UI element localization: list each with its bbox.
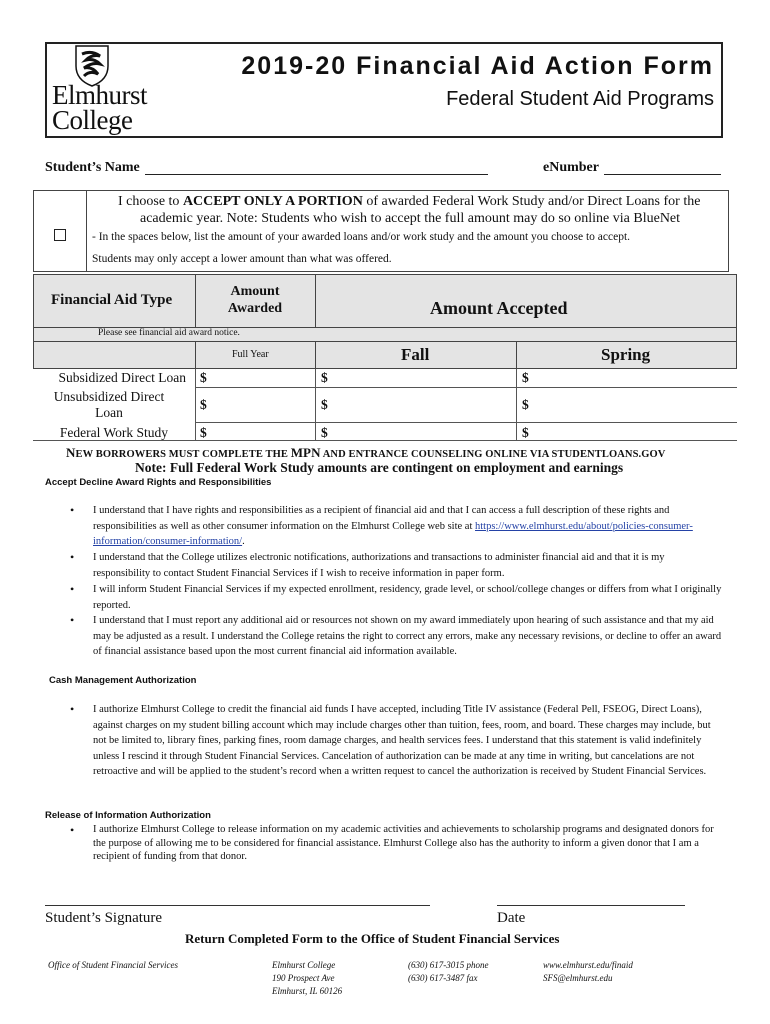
- award-notice-note: Please see financial aid award notice.: [98, 328, 240, 338]
- bullet-icon: •: [70, 613, 75, 627]
- table-divider: [315, 342, 316, 369]
- footer-fax: (630) 617-3487 fax: [408, 973, 478, 983]
- rights-heading: Accept Decline Award Rights and Responsibilities: [45, 477, 272, 488]
- col-financial-aid-type: Financial Aid Type: [51, 292, 173, 308]
- consumer-info-link[interactable]: https://www.elmhurst.edu/about/policies-consumer-information/consumer-information/: [93, 520, 693, 547]
- table-divider: [195, 342, 196, 369]
- logo-line-2: College: [52, 105, 133, 135]
- accept-portion-checkbox[interactable]: [54, 229, 66, 241]
- accept-portion-instruction: - In the spaces below, list the amount of your awarded loans and/or work study and the amount you choose to accept.: [92, 231, 631, 243]
- cash-heading: Cash Management Authorization: [49, 675, 197, 686]
- col-amount-awarded: Amount Awarded: [227, 284, 283, 316]
- work-study-note: Note: Full Federal Work Study amounts are contingent on employment and earnings: [135, 460, 624, 475]
- return-instruction: Return Completed Form to the Office of Student Financial Services: [185, 931, 560, 946]
- subsidized-awarded-field[interactable]: $: [200, 370, 207, 385]
- footer-contact: [543, 959, 633, 985]
- row-work-study-label: Federal Work Study: [59, 425, 168, 440]
- table-divider: [195, 369, 196, 441]
- bullet-icon: •: [70, 702, 75, 716]
- accept-portion-limit: Students may only accept a lower amount than what was offered.: [92, 253, 392, 265]
- logo-line-1: Elmhurst: [52, 80, 147, 110]
- workstudy-spring-field[interactable]: $: [522, 425, 529, 440]
- student-name-field[interactable]: [145, 160, 488, 175]
- row-subsidized-label: Subsidized Direct Loan: [58, 370, 186, 385]
- form-subtitle: Federal Student Aid Programs: [446, 88, 714, 110]
- college-logo-text: [52, 80, 147, 135]
- cash-bullet-1: I authorize Elmhurst College to credit the financial aid funds I have accepted, including Title IV assistance (Federal Pell, FSEOG, Direct Loans), against charges on my student billing account which may include charges other than tuition, fees, room, and board. These charges may include, but not be limited to, library fines, parking fines, room damage charges, and health services fees. I understand that this statement is valid indefinitely unless I rescind it through Student Financial Services. Cancelation of authorization can be made at any time in writing, but cancelations are not retroactive and will be applied to the student’s record when a written request to cancel the authorization is received by Student Financial Services.: [93, 704, 711, 777]
- rights-bullet-2: I understand that the College utilizes electronic notifications, authorizations and transactions to administer financial aid and that it is my responsibility to contact Student Financial Services if I wish to receive information in paper form.: [93, 552, 665, 579]
- date-line[interactable]: [497, 905, 685, 906]
- footer-email-link[interactable]: SFS@elmhurst.edu: [543, 973, 613, 983]
- signature-label: Student’s Signature: [45, 910, 163, 926]
- table-divider: [315, 369, 316, 441]
- choice-divider: [86, 190, 87, 272]
- workstudy-awarded-field[interactable]: $: [200, 425, 207, 440]
- bullet-icon: •: [70, 503, 75, 517]
- bullet-icon: •: [70, 823, 75, 837]
- fall-label: Fall: [401, 345, 430, 364]
- release-bullet-1: I authorize Elmhurst College to release information on my academic activities and achievements to scholarship programs and designated donors for the purpose of allowing me to be considered for financial assistance. Elmhurst College also has the authority to inform a given donor that I am a recipient of funding from that donor.: [93, 824, 714, 862]
- table-divider: [516, 369, 517, 441]
- date-label: Date: [497, 910, 526, 926]
- bullet-icon: •: [70, 582, 75, 596]
- rights-bullet-4: I understand that I must report any additional aid or resources not shown on my award immediately upon hearing of such assistance and that my aid may be adjusted as a result. I understand the College retains the right to correct any errors, make any necessary revisions, or decline to offer an award of financial assistance based upon the most current financial aid information available.: [93, 615, 722, 657]
- bullet-icon: •: [70, 550, 75, 564]
- full-year-label: Full Year: [232, 349, 269, 360]
- footer-address: Elmhurst College 190 Prospect Ave Elmhurst, IL 60126: [272, 960, 343, 996]
- footer-phone: (630) 617-3015 phone: [408, 960, 489, 970]
- workstudy-fall-field[interactable]: $: [321, 425, 328, 440]
- accept-portion-text-2: academic year. Note: Students who wish to accept the full amount may do so online via BlueNet: [140, 211, 681, 226]
- row-line: [195, 387, 737, 388]
- unsubsidized-spring-field[interactable]: $: [522, 397, 529, 412]
- enumber-field[interactable]: [604, 160, 721, 175]
- table-divider: [195, 274, 196, 328]
- unsubsidized-awarded-field[interactable]: $: [200, 397, 207, 412]
- release-heading: Release of Information Authorization: [45, 810, 211, 821]
- footer-web-link[interactable]: www.elmhurst.edu/finaid: [543, 960, 633, 970]
- signature-line[interactable]: [45, 905, 430, 906]
- row-line: [33, 440, 737, 441]
- footer-phone-fax: [408, 959, 489, 985]
- spring-label: Spring: [601, 345, 651, 364]
- table-divider: [516, 342, 517, 369]
- row-unsubsidized-label: Unsubsidized Direct Loan: [53, 389, 165, 420]
- footer-office: Office of Student Financial Services: [48, 960, 178, 970]
- rights-bullet-3: I will inform Student Financial Services if my expected enrollment, residency, grade level, or school/college changes or differs from what I originally reported.: [93, 584, 722, 611]
- new-borrowers-notice: NEW BORROWERS MUST COMPLETE THE MPN AND ENTRANCE COUNSELING ONLINE VIA STUDENTLOANS.GOV: [66, 445, 666, 460]
- table-divider: [315, 274, 316, 328]
- unsubsidized-fall-field[interactable]: $: [321, 397, 328, 412]
- rights-bullet-1: I understand that I have rights and responsibilities as a recipient of financial aid and that I can access a full description of these rights and responsibilities as well as other consumer information on the Elmhurst College web site at https://www.elmhurst.edu/about/policies-consumer-information/consumer-information/.: [93, 505, 693, 547]
- subsidized-fall-field[interactable]: $: [321, 370, 328, 385]
- enumber-label: eNumber: [543, 160, 599, 175]
- accept-portion-text-1: I choose to ACCEPT ONLY A PORTION of awarded Federal Work Study and/or Direct Loans for the: [118, 194, 701, 209]
- subsidized-spring-field[interactable]: $: [522, 370, 529, 385]
- form-title: 2019-20 Financial Aid Action Form: [241, 52, 714, 80]
- col-amount-accepted: Amount Accepted: [430, 298, 568, 318]
- student-name-label: Student’s Name: [45, 160, 140, 175]
- row-line: [195, 422, 737, 423]
